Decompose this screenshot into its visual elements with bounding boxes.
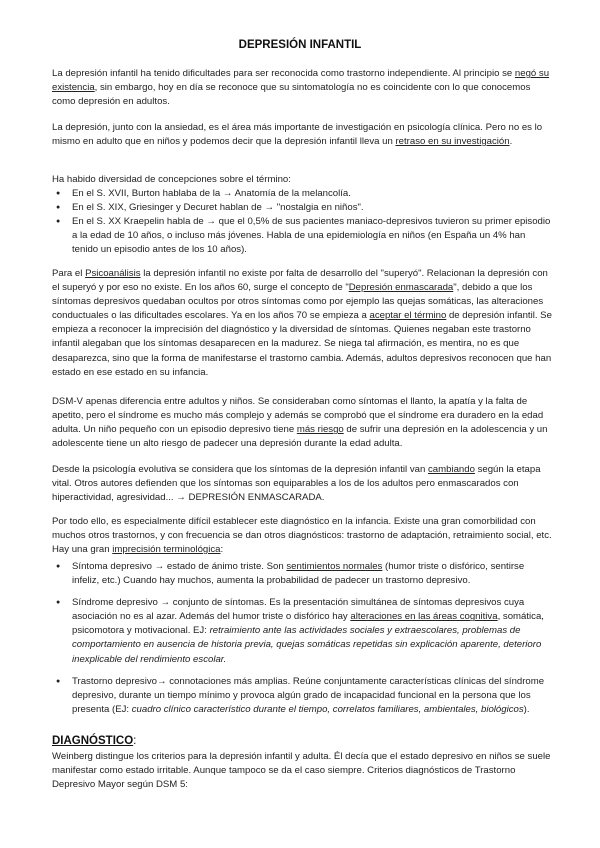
underlined-phrase: aceptar el término	[369, 310, 447, 322]
paragraph-diagnosis: Weinberg distingue los criterios para la depresión infantil y adulta. Él decía que el estado depresivo en niños se suele manifestar como estado irritable. Aunque tampoco se da el caso siempre. Criterios diagnósticos de Trastorno Depresivo Mayor según DSM 5:	[52, 751, 551, 791]
diagnosis-heading: DIAGNÓSTICO:	[52, 735, 137, 747]
underlined-phrase: Depresión enmascarada	[348, 282, 454, 294]
conceptions-list	[52, 187, 552, 257]
list-item-syndrome: ● Síndrome depresivo → conjunto de síntomas. Es la presentación simultánea de síntomas depresivos cuya asociación no es al azar. Además del humor triste o disfórico hay alteraciones en las áreas cognitiva, somática, psicomotora y motivacional. EJ: retraimiento ante las actividades sociales y extraescolares, problemas de comportamiento en ausencia de historia previa, quejas somáticas repetidas sin explicación aparente, deterioro inexplicable del rendimiento escolar.	[52, 596, 552, 666]
paragraph-diagnosis-difficulty: Por todo ello, es especialmente difícil establecer este diagnóstico en la infancia. Existe una gran comorbilidad con muchos otros trastornos, y con frecuencia se dan otros diagnósticos: trastorno de adaptación, retraimiento social, etc. Hay una gran imprecisión terminológica:	[52, 516, 552, 556]
italic-example: cuadro clínico característico durante el tiempo, correlatos familiares, ambientales, biológicos	[131, 703, 524, 715]
list-item-disorder: ● Trastorno depresivo→ connotaciones más amplias. Reúne conjuntamente características clínicas del síndrome depresivo, durante un tiempo mínimo y provoca algún grado de incapacidad funcional en la persona que los presenta (EJ: cuadro clínico característico durante el tiempo, correlatos familiares, ambientales, biológicos).	[52, 675, 552, 717]
paragraph-intro: La depresión infantil ha tenido dificultades para ser reconocida como trastorno independiente. Al principio se negó su existencia, sin embargo, hoy en día se reconoce que su sintomatología no es coincidente con lo que conocemos como depresión en adultos.	[52, 68, 550, 108]
underlined-phrase: Psicoanálisis	[85, 268, 141, 279]
underlined-phrase: alteraciones en las áreas cognitiva	[350, 611, 498, 623]
underlined-phrase: sentimientos normales	[286, 561, 383, 572]
list-item: ● En el S. XVII, Burton hablaba de la → Anatomía de la melancolía.	[52, 187, 552, 201]
underlined-phrase: imprecisión terminológica	[112, 544, 221, 556]
underlined-phrase: retraso en su investigación	[395, 136, 510, 148]
paragraph-research: La depresión, junto con la ansiedad, es el área más importante de investigación en psicología clínica. Pero no es lo mismo en adulto que en niños y podemos decir que la depresión infantil lleva un retraso en su investigación.	[52, 122, 543, 148]
conceptions-section	[52, 173, 552, 258]
paragraph-psychoanalysis: Para el Psicoanálisis la depresión infantil no existe por falta de desarrollo del "superyó". Relacionan la depresión con el superyó y por eso no existe. En los años 60, surge el concepto de "Depresión enmascarada", debido a que los síntomas depresivos quedaban ocultos por otros síntomas como por ejemplo las quejas somáticas, las alteraciones conductuales o las dificultades escolares. Ya en los años 70 se empieza a aceptar el término de depresión infantil. Se empieza a reconocer la imprecisión del diagnóstico y la diversidad de síntomas. Quienes negaban este trastorno infantil alegaban que los síntomas desaparecen en la madurez. Se niega tal afirmación, es mentira, no es que desaparezca, sino que la forma de manifestarse el trastorno cambia. Además, adultos depresivos reconocen que han estado en ese estado en su infancia.	[52, 268, 552, 378]
list-item: ● En el S. XIX, Griesinger y Decuret hablan de → "nostalgia en niños".	[52, 201, 552, 215]
italic-example: retraimiento ante las actividades sociales y extraescolares, problemas de comportamiento en ausencia de historia previa, quejas somáticas repetidas sin explicación aparente, deterioro inexplicable del rendimiento escolar.	[72, 625, 542, 665]
document-title: DEPRESIÓN INFANTIL	[238, 39, 362, 51]
terminology-list	[52, 560, 552, 725]
list-item-symptom: ● Síntoma depresivo → estado de ánimo triste. Son sentimientos normales (humor triste o disfórico, sentirse infeliz, etc.) Cuando hay muchos, aumenta la probabilidad de padecer un trastorno depresivo.	[52, 560, 552, 588]
paragraph-dsm: DSM-V apenas diferencia entre adultos y niños. Se consideraban como síntomas el llanto, la apatía y la falta de apetito, pero el síndrome es mucho más complejo y además se comprobó que el síndrome era duradero en la edad adulta. Un niño pequeño con un episodio depresivo tiene más riesgo de sufrir una depresión en la adolescencia y un adolescente tiene un alto riesgo de padecer una depresión durante la edad adulta.	[52, 396, 548, 450]
underlined-phrase: más riesgo	[296, 424, 344, 436]
conceptions-intro: Ha habido diversidad de concepciones sobre el término:	[52, 174, 291, 185]
paragraph-evolutive: Desde la psicología evolutiva se considera que los síntomas de la depresión infantil van cambiando según la etapa vital. Otros autores defienden que los síntomas son equiparables a los de los adultos pero enmascarados con hiperactividad, agresividad... → DEPRESIÓN ENMASCARADA.	[52, 464, 541, 504]
list-item: ● En el S. XX Kraepelin habla de → que el 0,5% de sus pacientes maniaco-depresivos tuvieron su primer episodio a la edad de 10 años, o incluso más jóvenes. Habla de una epidemiología en niños (en España un 4% han tenido un episodio antes de los 10 años).	[52, 215, 552, 257]
underlined-phrase: cambiando	[427, 464, 475, 475]
underlined-phrase: negó su existencia	[52, 68, 550, 94]
